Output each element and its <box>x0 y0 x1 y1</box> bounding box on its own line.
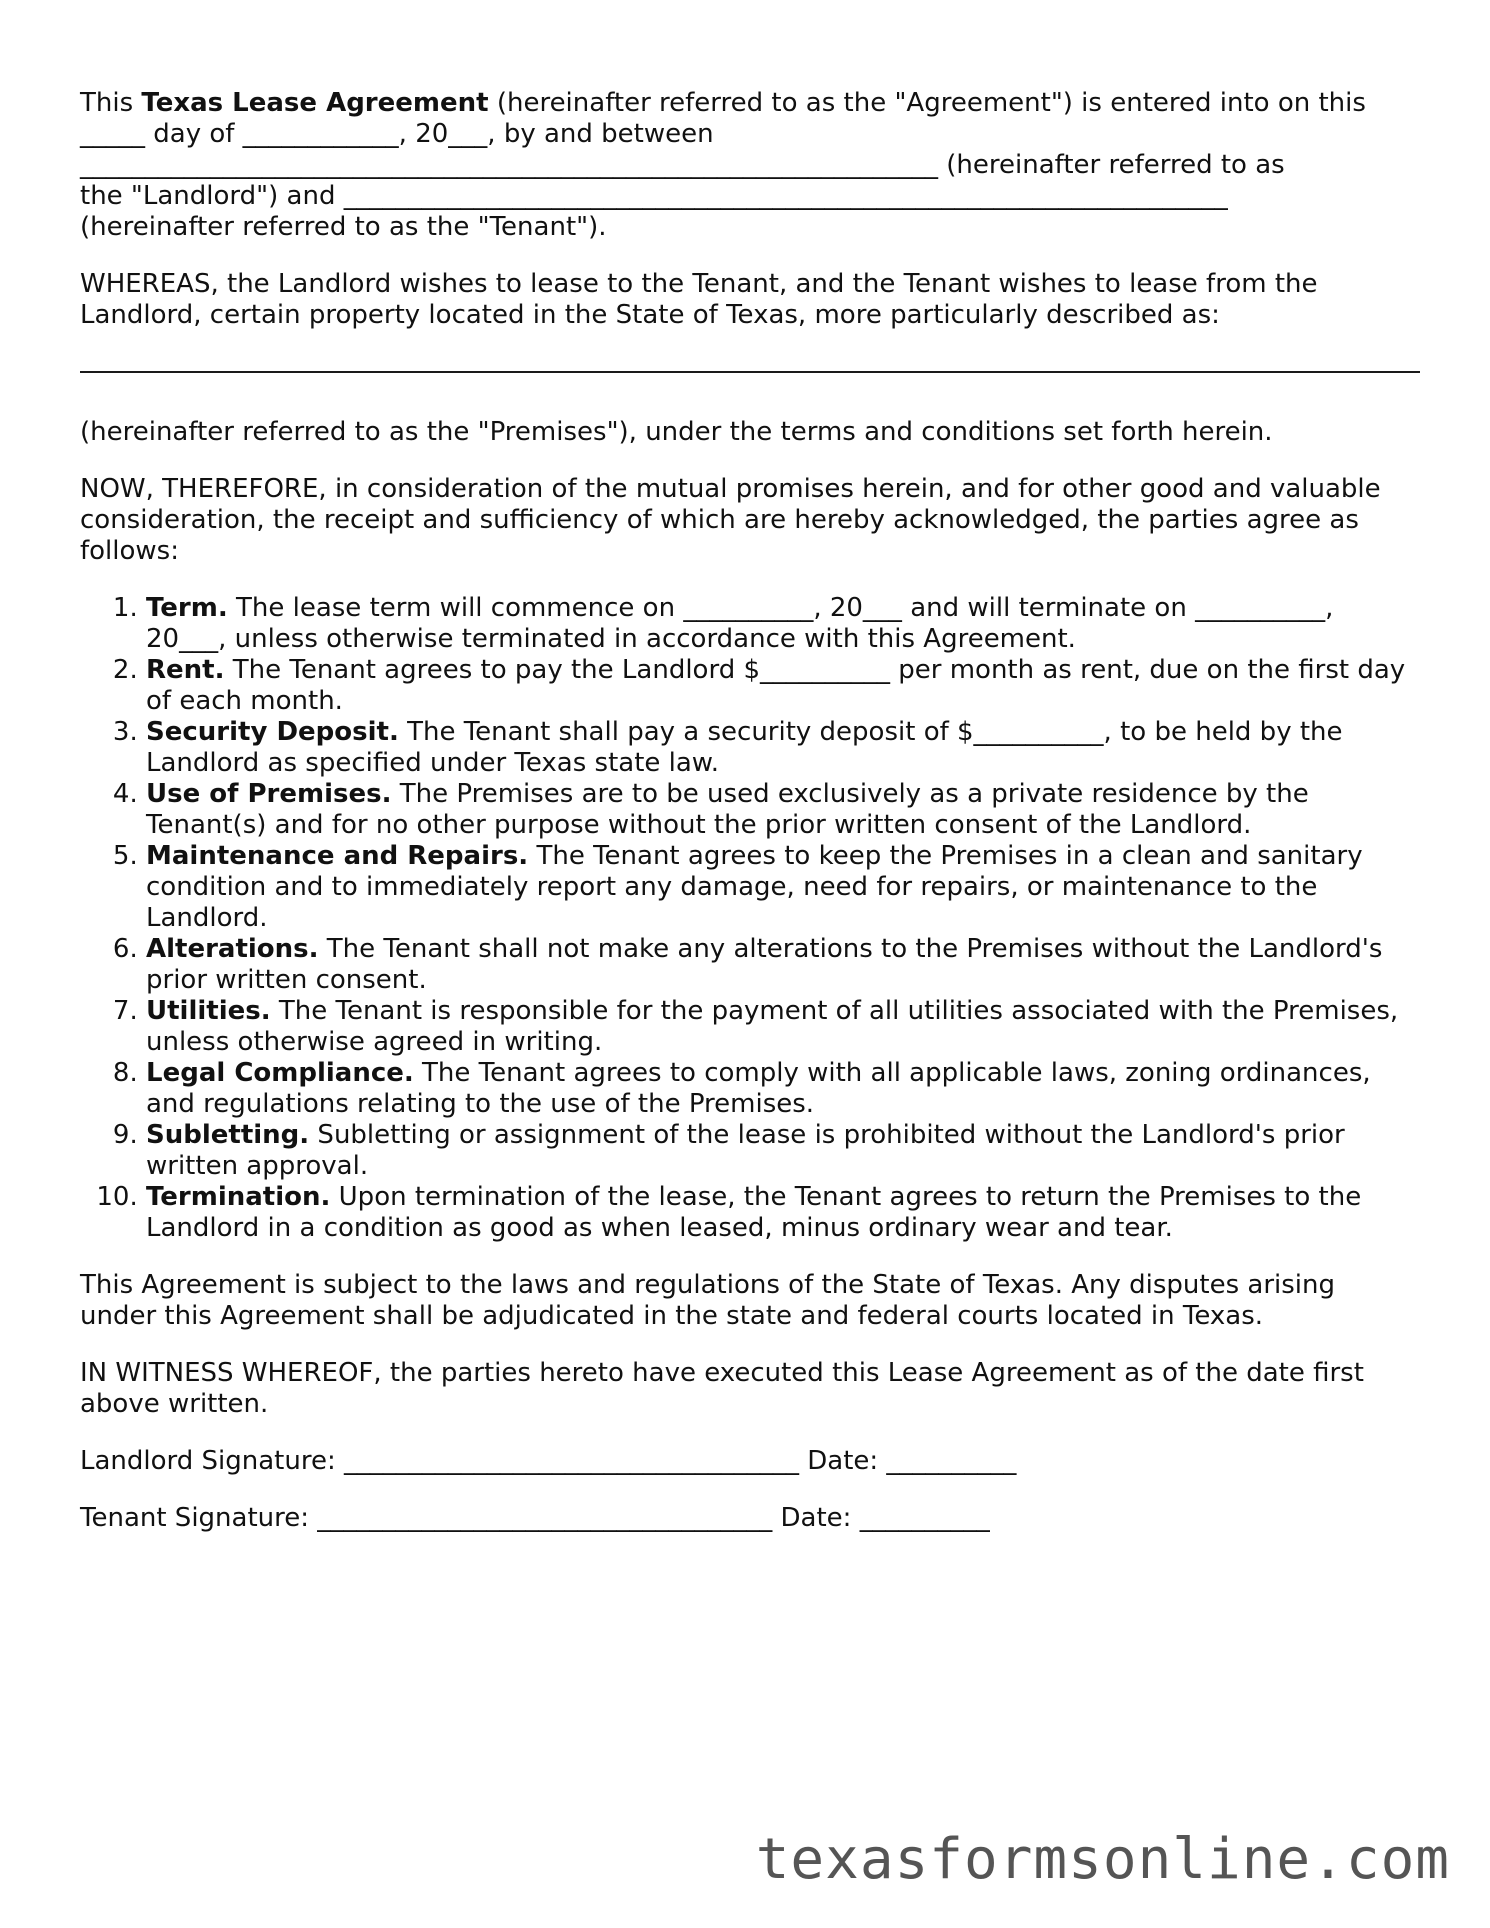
whereas-paragraph <box>80 269 1420 331</box>
term-text: The Tenant agrees to keep the Premises in a clean and sanitary condition and to immediately report any damage, need for repairs, or maintenance to the Landlord. <box>146 841 1363 933</box>
term-item <box>146 779 1420 841</box>
term-text: Subletting or assignment of the lease is prohibited without the Landlord's prior written approval. <box>146 1120 1345 1181</box>
term-heading: Alterations. <box>146 934 319 964</box>
witness-paragraph <box>80 1358 1420 1420</box>
term-heading: Maintenance and Repairs. <box>146 841 529 871</box>
term-item <box>146 996 1420 1058</box>
term-item <box>146 655 1420 717</box>
term-heading: Term. <box>146 593 228 623</box>
term-heading: Rent. <box>146 655 225 685</box>
site-watermark: texasformsonline.com <box>755 1827 1450 1892</box>
now-line-3: follows: <box>80 536 179 566</box>
term-item <box>146 934 1420 996</box>
terms-list <box>80 593 1420 1244</box>
intro-line-4: the "Landlord") and ____________________________________________________________________ <box>80 181 1228 211</box>
governing-line-2: under this Agreement shall be adjudicated in the state and federal courts located in Texas. <box>80 1301 1264 1331</box>
intro-line-5: (hereinafter referred to as the "Tenant"). <box>80 212 607 242</box>
tenant-signature-line: Tenant Signature: ___________________________________ Date: __________ <box>80 1503 990 1533</box>
term-heading: Use of Premises. <box>146 779 392 809</box>
intro-paragraph <box>80 88 1420 243</box>
now-line-1: NOW, THEREFORE, in consideration of the mutual promises herein, and for other good and valuable <box>80 474 1381 504</box>
whereas-line-2: Landlord, certain property located in the State of Texas, more particularly described as: <box>80 300 1220 330</box>
term-heading: Security Deposit. <box>146 717 399 747</box>
term-heading: Subletting. <box>146 1120 310 1150</box>
term-item <box>146 593 1420 655</box>
property-description-line <box>80 371 1420 373</box>
document-page <box>80 88 1420 1560</box>
term-item <box>146 717 1420 779</box>
term-text: The Tenant is responsible for the payment of all utilities associated with the Premises, unless otherwise agreed in writing. <box>146 996 1399 1057</box>
witness-line-1: IN WITNESS WHEREOF, the parties hereto have executed this Lease Agreement as of the date first <box>80 1358 1364 1388</box>
landlord-signature-line: Landlord Signature: ___________________________________ Date: __________ <box>80 1446 1017 1476</box>
term-text: The Tenant agrees to comply with all applicable laws, zoning ordinances, and regulations relating to the use of the Premises. <box>146 1058 1371 1119</box>
term-text: Upon termination of the lease, the Tenant agrees to return the Premises to the Landlord in a condition as good as when leased, minus ordinary wear and tear. <box>146 1182 1362 1243</box>
term-heading: Legal Compliance. <box>146 1058 414 1088</box>
term-text: The lease term will commence on __________, 20___ and will terminate on __________, 20___, unless otherwise terminated in accordance with this Agreement. <box>146 593 1334 654</box>
term-text: The Tenant shall not make any alterations to the Premises without the Landlord's prior written consent. <box>146 934 1383 995</box>
term-heading: Termination. <box>146 1182 331 1212</box>
term-text: The Tenant shall pay a security deposit of $__________, to be held by the Landlord as specified under Texas state law. <box>146 717 1343 778</box>
whereas-line-1: WHEREAS, the Landlord wishes to lease to the Tenant, and the Tenant wishes to lease from the <box>80 269 1318 299</box>
witness-line-2: above written. <box>80 1389 269 1419</box>
term-text: The Tenant agrees to pay the Landlord $__________ per month as rent, due on the first day of each month. <box>146 655 1406 716</box>
intro-line-1: (hereinafter referred to as the "Agreement") is entered into on this <box>488 88 1366 118</box>
intro-line-3: __________________________________________________________________ (hereinafter referred to as <box>80 150 1285 180</box>
now-therefore-paragraph <box>80 474 1420 567</box>
term-text: The Premises are to be used exclusively as a private residence by the Tenant(s) and for no other purpose without the prior written consent of the Landlord. <box>146 779 1309 840</box>
governing-line-1: This Agreement is subject to the laws and regulations of the State of Texas. Any disputes arising <box>80 1270 1336 1300</box>
term-item <box>146 1182 1420 1244</box>
governing-law-paragraph <box>80 1270 1420 1332</box>
intro-line-2: _____ day of ____________, 20___, by and between <box>80 119 714 149</box>
now-line-2: consideration, the receipt and sufficiency of which are hereby acknowledged, the parties agree as <box>80 505 1359 535</box>
term-item <box>146 841 1420 934</box>
term-item <box>146 1058 1420 1120</box>
term-item <box>146 1120 1420 1182</box>
agreement-title: Texas Lease Agreement <box>141 88 489 118</box>
premises-paragraph: (hereinafter referred to as the "Premises"), under the terms and conditions set forth herein. <box>80 417 1273 447</box>
intro-lead: This <box>80 88 142 118</box>
term-heading: Utilities. <box>146 996 271 1026</box>
